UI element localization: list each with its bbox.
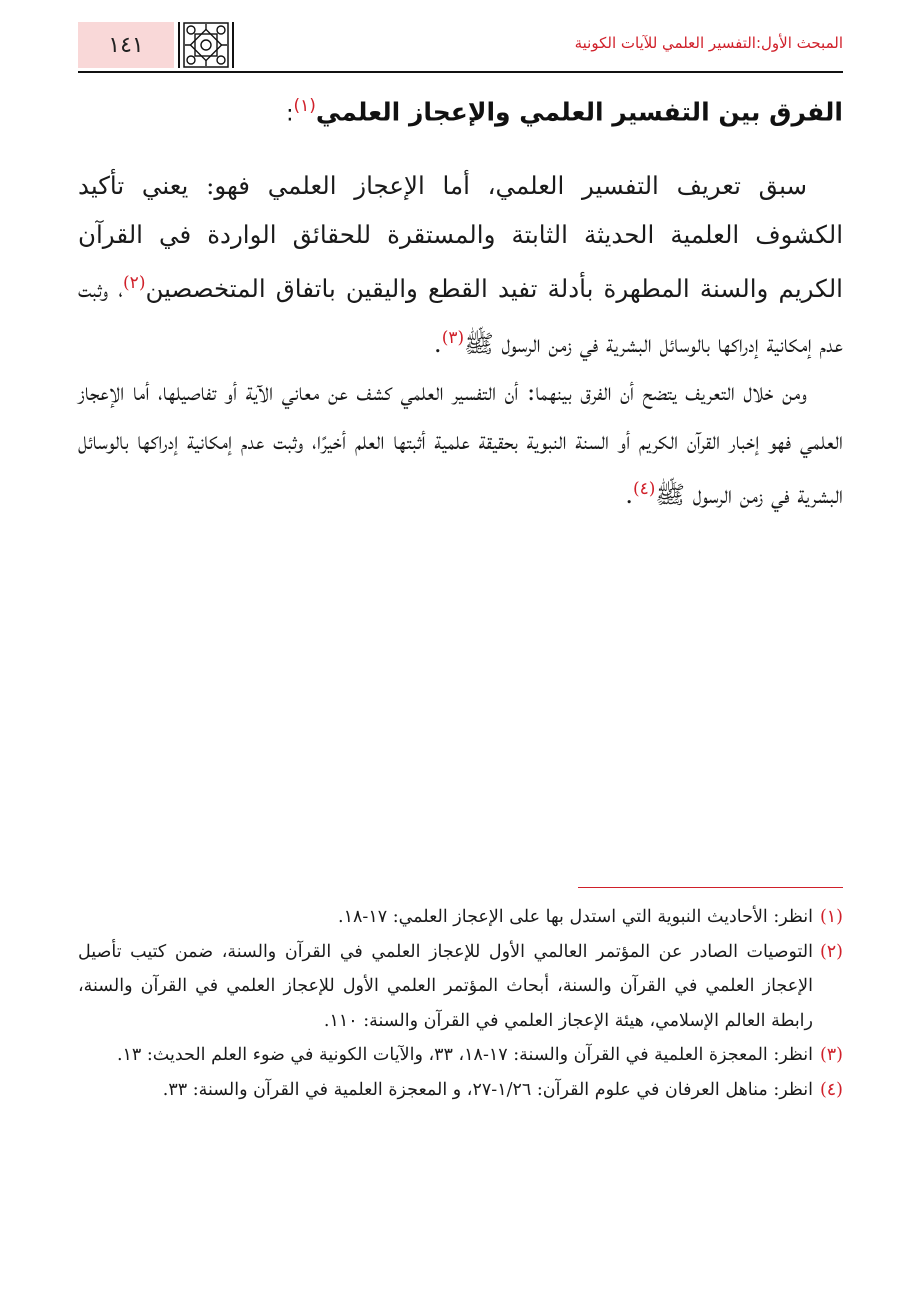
footnote-2 [78,935,843,1039]
page-number: ١٤١ [78,22,174,68]
page-number-box [78,22,234,68]
paragraph-1-part-2: ، وثبت عدم إمكانية إدراكها بالوسائل البشرية في زمن الرسول ﷺ [78,274,843,358]
section-heading [286,96,843,126]
footnote-ref-1[interactable]: (١) [293,96,316,116]
footnote-ref-2[interactable]: (٢) [123,273,146,293]
paragraph-1-part-3: . [433,328,442,358]
footnote-ref-4[interactable]: (٤) [633,479,656,500]
footnote-text: انظر: الأحاديث النبوية التي استدل بها على الإعجاز العلمي: ١٧-١٨. [338,907,813,927]
footnote-number: (٢) [819,941,843,962]
ornament-right-bar [232,22,234,68]
paragraph-2-part-2: . [625,480,633,510]
footnote-number: (٤) [819,1079,843,1100]
section-heading-text: الفرق بين التفسير العلمي والإعجاز العلمي [315,97,843,127]
heading-colon: : [286,101,294,127]
header-rule [78,71,843,73]
footnote-number: (٣) [819,1045,843,1065]
footnote-text: التوصيات الصادر عن المؤتمر العالمي الأول للإعجاز العلمي في القرآن والسنة، ضمن كتيب تأصيل الإعجاز العلمي في القرآن والسنة، أبحاث المؤتمر العلمي الأول للإعجاز العلمي في القرآن والسنة، رابطة العالم الإسلامي، هيئة الإعجاز العلمي في القرآن والسنة: ١١٠. [78,941,813,1031]
footnote-ref-3[interactable]: (٣) [441,327,465,348]
paragraph-2 [78,368,843,520]
footnote-1 [78,900,843,935]
running-header-title: المبحث الأول:التفسير العلمي للآيات الكونية [574,34,843,52]
footnote-3 [78,1038,843,1073]
footnote-number: (١) [819,907,843,927]
paragraph-2-part-1: ومن خلال التعريف يتضح أن الفرق بينهما: أن التفسير العلمي كشف عن معاني الآية أو تفاصيلها، أما الإعجاز العلمي فهو إخبار القرآن الكريم أو السنة النبوية بحقيقة علمية أثبتها العلم أخيرًا، وثبت عدم إمكانية إدراكها بالوسائل البشرية في زمن الرسول ﷺ [78,377,843,510]
footnote-separator [578,887,843,888]
islamic-star-ornament-icon [183,22,229,68]
paragraph-1 [78,162,843,368]
ornament-block [178,22,234,68]
footnote-4 [78,1073,843,1108]
ornament-left-bar [178,22,180,68]
footnote-text: انظر: المعجزة العلمية في القرآن والسنة: ١٧-١٨، ٣٣، والآيات الكونية في ضوء العلم الحديث: ١٣. [116,1045,813,1065]
body-text [78,162,843,520]
footnotes [78,900,843,1107]
footnote-text: انظر: مناهل العرفان في علوم القرآن: ١/٢٦-٢٧، و المعجزة العلمية في القرآن والسنة: ٣٣. [162,1079,813,1100]
paragraph-1-part-1: سبق تعريف التفسير العلمي، أما الإعجاز العلمي فهو: يعني تأكيد الكشوف العلمية الحديثة الثابتة والمستقرة للحقائق الواردة في القرآن الكريم والسنة المطهرة بأدلة تفيد القطع واليقين باتفاق المتخصصين [78,171,843,304]
